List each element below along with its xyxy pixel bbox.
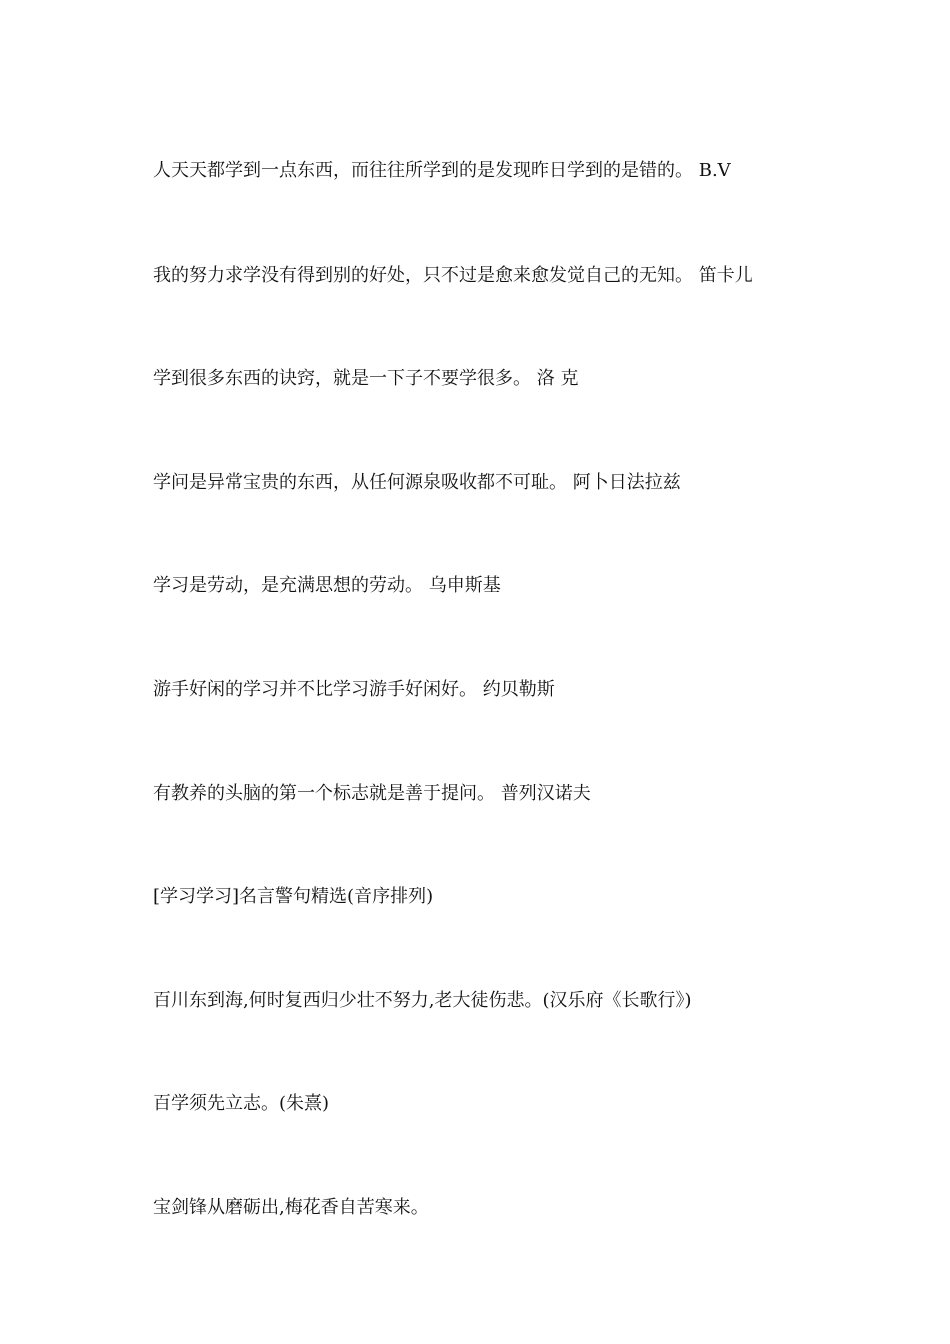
quote-line-4: 学问是异常宝贵的东西，从任何源泉吸收都不可耻。 阿卜日法拉兹	[153, 472, 681, 493]
quote-line-1: 人天天都学到一点东西，而往往所学到的是发现昨日学到的是错的。 B.V	[153, 160, 731, 181]
quote-line-5: 学习是劳动，是充满思想的劳动。 乌申斯基	[153, 575, 501, 596]
quote-line-9: 百学须先立志。(朱熹)	[153, 1093, 330, 1114]
section-heading: [学习学习]名言警句精选(音序排列)	[153, 886, 434, 907]
quote-line-8: 百川东到海,何时复西归少壮不努力,老大徒伤悲。(汉乐府《长歌行》)	[153, 990, 692, 1011]
quote-line-2: 我的努力求学没有得到别的好处，只不过是愈来愈发觉自己的无知。 笛卡儿	[153, 265, 753, 286]
quote-line-3: 学到很多东西的诀窍，就是一下子不要学很多。 洛 克	[153, 368, 579, 389]
quote-line-7: 有教养的头脑的第一个标志就是善于提问。 普列汉诺夫	[153, 783, 591, 804]
quote-line-10: 宝剑锋从磨砺出,梅花香自苦寒来。	[153, 1197, 429, 1218]
quote-line-6: 游手好闲的学习并不比学习游手好闲好。 约贝勒斯	[153, 679, 555, 700]
